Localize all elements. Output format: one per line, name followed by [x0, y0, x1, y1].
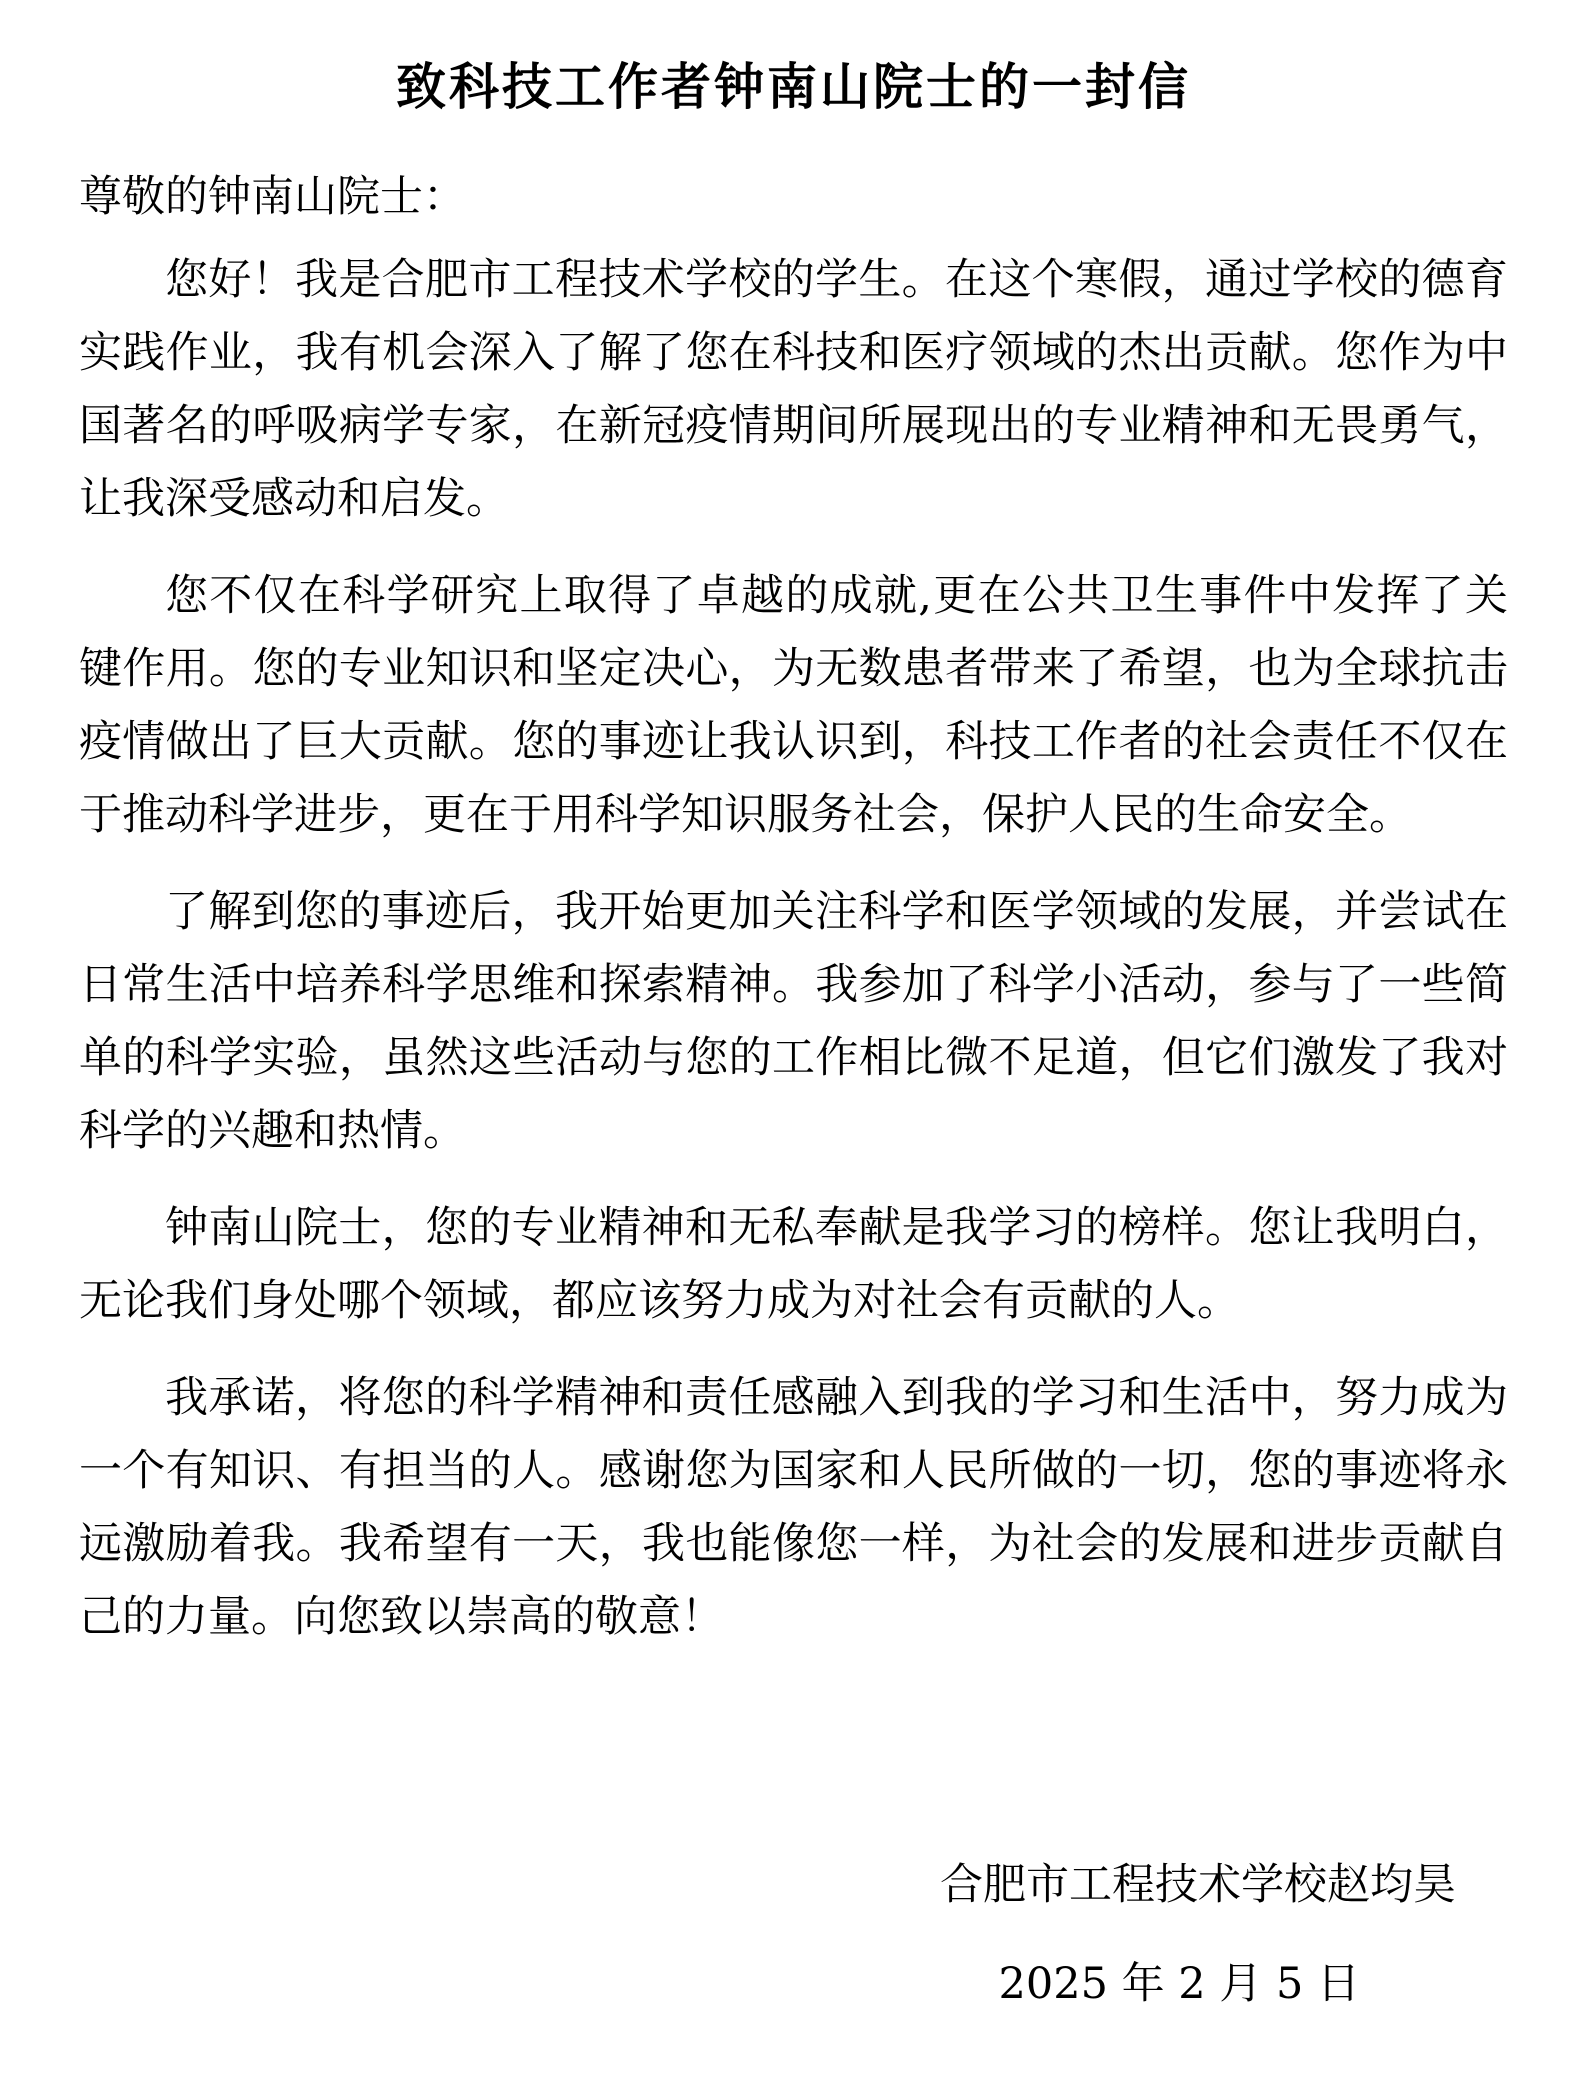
paragraph-5: 我承诺，将您的科学精神和责任感融入到我的学习和生活中，努力成为一个有知识、有担当的人。感谢您为国家和人民所做的一切，您的事迹将永远激励着我。我希望有一天，我也能像您一样，为社会的发展和进步贡献自己的力量。向您致以崇高的敬意！ — [79, 1373, 1508, 1642]
paragraph-4: 钟南山院士，您的专业精神和无私奉献是我学习的榜样。您让我明白，无论我们身处哪个领域，都应该努力成为对社会有贡献的人。 — [79, 1203, 1508, 1326]
paragraph-2: 您不仅在科学研究上取得了卓越的成就,更在公共卫生事件中发挥了关键作用。您的专业知识和坚定决心，为无数患者带来了希望，也为全球抗击疫情做出了巨大贡献。您的事迹让我认识到，科技工作者的社会责任不仅在于推动科学进步，更在于用科学知识服务社会，保护人民的生命安全。 — [79, 571, 1508, 840]
letter-title: 致科技工作者钟南山院士的一封信 — [396, 57, 1191, 116]
signature-block — [79, 1849, 1508, 2021]
signature: 合肥市工程技术学校赵均昊 — [940, 1860, 1456, 1910]
paragraph-1: 您好！我是合肥市工程技术学校的学生。在这个寒假，通过学校的德育实践作业，我有机会深入了解了您在科技和医疗领域的杰出贡献。您作为中国著名的呼吸病学专家，在新冠疫情期间所展现出的专业精神和无畏勇气，让我深受感动和启发。 — [79, 255, 1508, 524]
date-line: 2025 年 2 月 5 日 — [998, 1959, 1360, 2009]
salutation: 尊敬的钟南山院士： — [79, 172, 466, 222]
paragraph-3: 了解到您的事迹后，我开始更加关注科学和医学领域的发展，并尝试在日常生活中培养科学思维和探索精神。我参加了科学小活动，参与了一些简单的科学实验，虽然这些活动与您的工作相比微不足道，但它们激发了我对科学的兴趣和热情。 — [79, 887, 1508, 1156]
